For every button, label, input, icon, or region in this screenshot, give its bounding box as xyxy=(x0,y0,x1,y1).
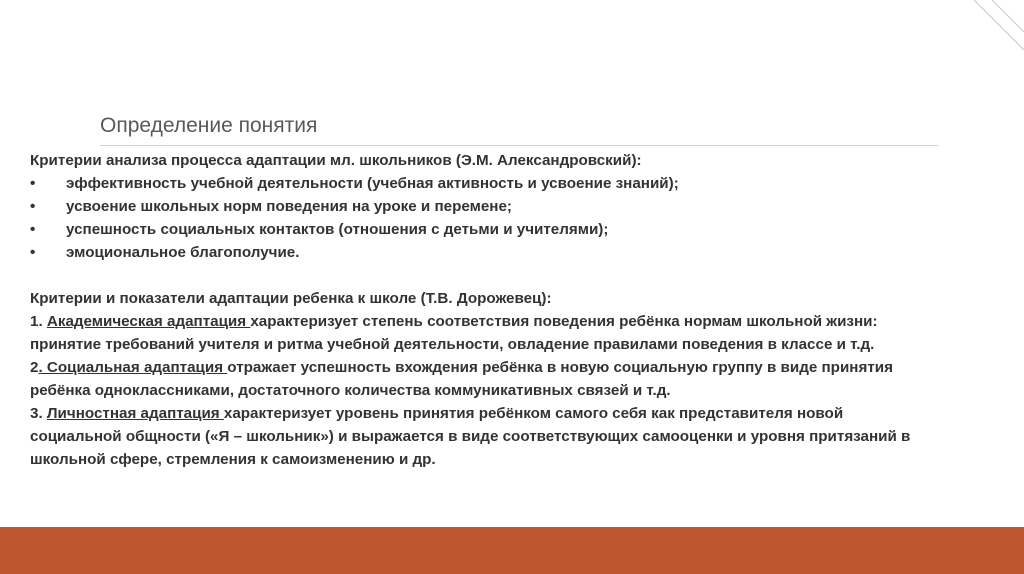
point1-number: 1. xyxy=(30,313,47,330)
section2-heading: Критерии и показатели адаптации ребенка к школе (Т.В. Дорожевец): xyxy=(30,290,552,307)
point3-text: характеризует уровень принятия ребёнком самого себя как представителя новой xyxy=(223,405,844,422)
point3-number: 3. xyxy=(30,405,47,422)
point2-text: отражает успешность вхождения ребёнка в новую социальную группу в виде принятия xyxy=(227,359,893,376)
section1-heading: Критерии анализа процесса адаптации мл. школьников (Э.М. Александровский): xyxy=(30,152,642,169)
list-item xyxy=(30,218,1005,241)
spacer xyxy=(30,264,1005,287)
point3-line1 xyxy=(30,402,1005,425)
bullet-icon: • xyxy=(30,244,36,261)
list-item xyxy=(30,195,1005,218)
point1-text: характеризует степень соответствия поведения ребёнка нормам школьной жизни: xyxy=(250,313,878,330)
list-item xyxy=(30,172,1005,195)
corner-decoration xyxy=(964,0,1024,60)
list-item-text: усвоение школьных норм поведения на уроке и перемене; xyxy=(66,198,512,215)
list-item-text: успешность социальных контактов (отношения с детьми и учителями); xyxy=(66,221,609,238)
slide-title: Определение понятия xyxy=(100,114,318,137)
point1-term: Академическая адаптация xyxy=(46,313,251,330)
list-item-text: эффективность учебной деятельности (учебная активность и усвоение знаний); xyxy=(66,175,679,192)
point3-line2: социальной общности («Я – школьник») и выражается в виде соответствующих самооценки и уровня притязаний в xyxy=(30,428,911,445)
bullet-icon: • xyxy=(30,221,36,238)
point2-line2: ребёнка одноклассниками, достаточного количества коммуникативных связей и т.д. xyxy=(30,382,671,399)
list-item xyxy=(30,241,1005,264)
point3-term: Личностная адаптация xyxy=(46,405,224,422)
point2-line1 xyxy=(30,356,1005,379)
point3-line3: школьной сфере, стремления к самоизменению и др. xyxy=(30,451,436,468)
title-divider xyxy=(100,145,938,146)
bullet-icon: • xyxy=(30,198,36,215)
point2-number: 2 xyxy=(30,359,39,376)
point1-line1 xyxy=(30,310,1005,333)
list-item-text: эмоциональное благополучие. xyxy=(66,244,300,261)
bullet-icon: • xyxy=(30,175,36,192)
point1-line2: принятие требований учителя и ритма учебной деятельности, овладение правилами поведения в классе и т.д. xyxy=(30,336,875,353)
slide-content xyxy=(30,149,1005,471)
bottom-accent-bar xyxy=(0,527,1024,574)
point2-term: . Социальная адаптация xyxy=(38,359,228,376)
